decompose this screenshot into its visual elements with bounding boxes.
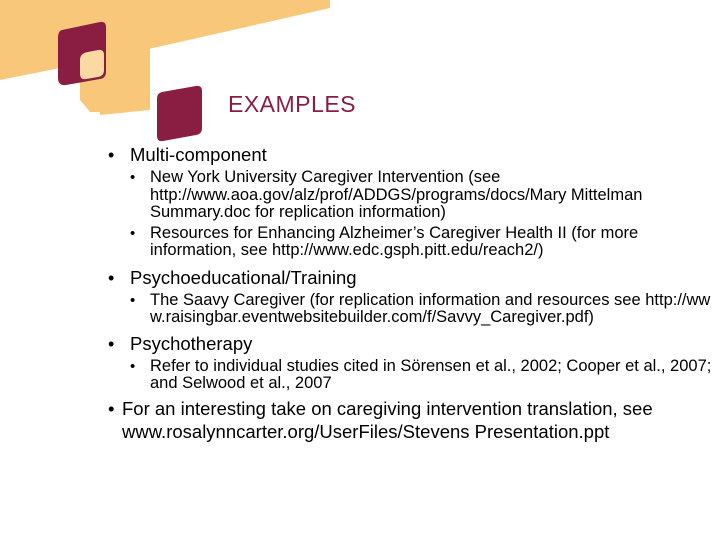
sub-bullet-nyu: • New York University Caregiver Intervention (see http://www.aoa.gov/alz/prof/ADDGS/programs/docs/Mary Mittelman Summary.doc for replication information) (108, 169, 720, 222)
bullet-psychotherapy: • Psychotherapy (108, 333, 720, 355)
slide-content (108, 140, 720, 443)
sub-bullet-studies: • Refer to individual studies cited in Sörensen et al., 2002; Cooper et al., 2007; and Selwood et al., 2007 (108, 358, 720, 393)
bullet-multi-component: • Multi-component (108, 144, 720, 166)
sub-bullet-savvy: • The Saavy Caregiver (for replication information and resources see http://www.raisingbar.eventwebsitebuilder.com/f/Savvy_Caregiver.pdf) (108, 292, 720, 327)
sub-bullet-reach: • Resources for Enhancing Alzheimer’s Caregiver Health II (for more information, see http://www.edc.gsph.pitt.edu/reach2/) (108, 225, 720, 260)
slide-title: EXAMPLES (228, 91, 356, 117)
orange-band (0, 0, 330, 80)
bullet-footer-note: • For an interesting take on caregiving intervention translation, see www.rosalynncarter.org/UserFiles/Stevens Presentation.ppt (108, 397, 720, 443)
orange-column (100, 50, 150, 115)
bullet-psychoeducational: • Psychoeducational/Training (108, 267, 720, 289)
peach-square (80, 50, 104, 79)
maroon-square-title (157, 86, 202, 141)
